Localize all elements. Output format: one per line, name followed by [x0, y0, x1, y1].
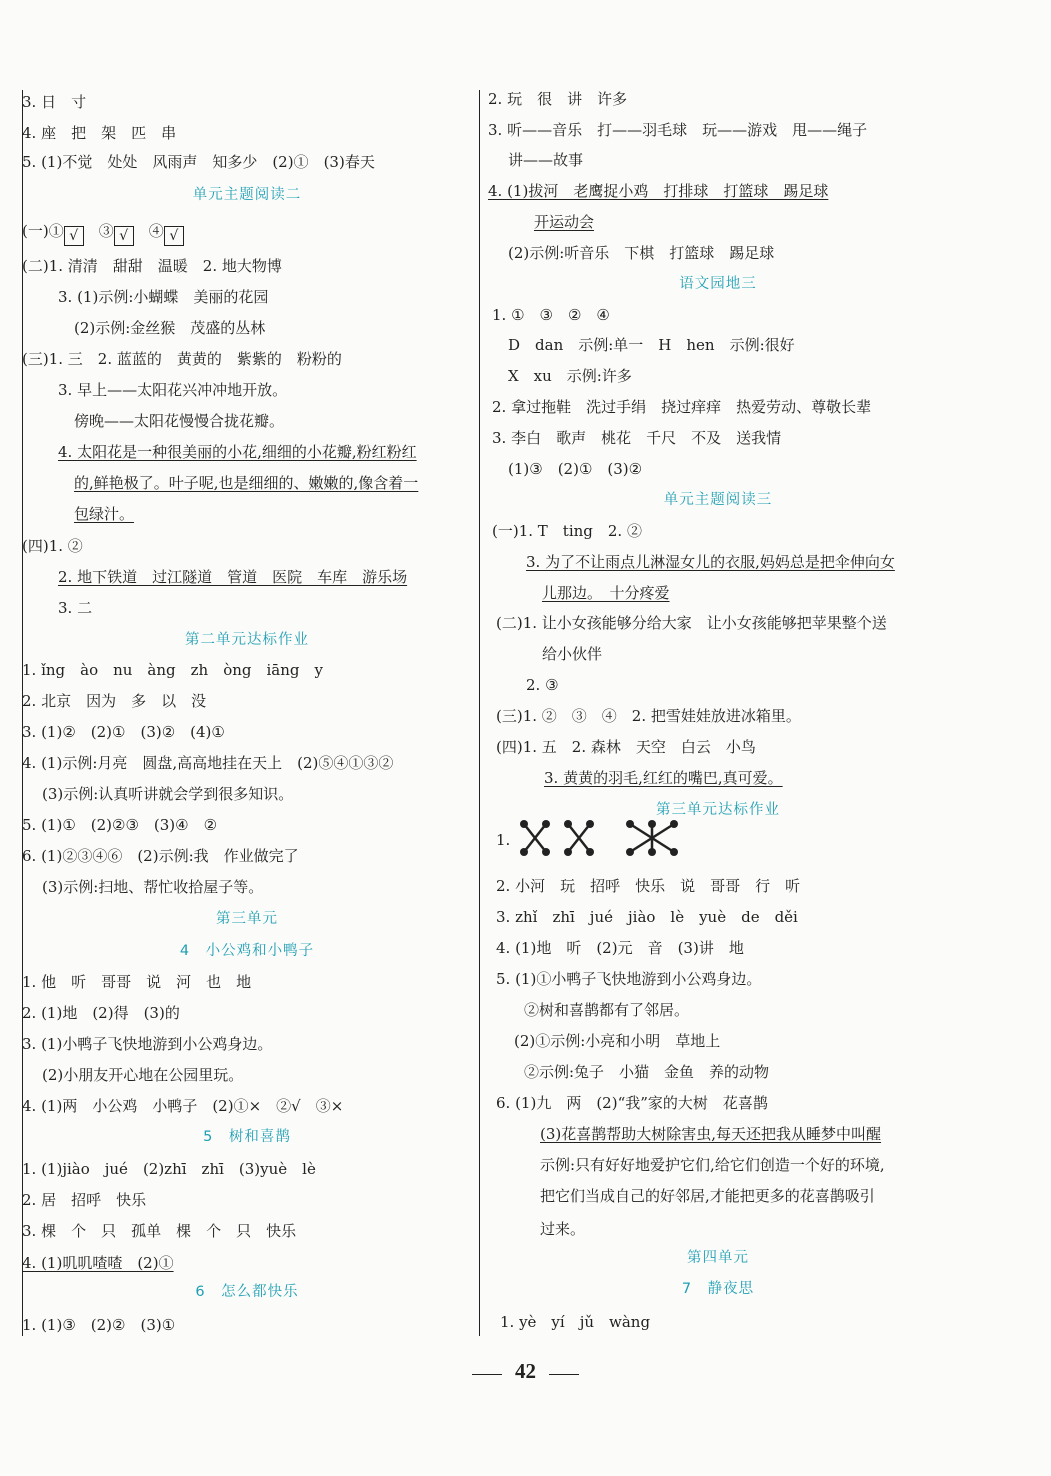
answer-line: 3. 为了不让雨点儿淋湿女儿的衣服,妈妈总是把伞伸向女: [526, 553, 895, 571]
answer-line: 3. 早上——太阳花兴冲冲地开放。: [58, 381, 288, 399]
answer-line: 儿那边。 十分疼爱: [542, 584, 670, 602]
answer-line: 3. 日 寸: [22, 93, 87, 111]
page-number: 42: [515, 1359, 536, 1383]
answer-line: (2)示例:金丝猴 茂盛的丛林: [74, 319, 266, 337]
answer-line: 5. (1)① (2)②③ (3)④ ②: [22, 816, 218, 834]
answer-line: 给小伙伴: [542, 645, 603, 663]
answer-line: 3. (1)示例:小蝴蝶 美丽的花园: [58, 288, 269, 306]
answer-line: 2. 玩 很 讲 许多: [488, 90, 628, 108]
answer-line: 傍晚——太阳花慢慢合拢花瓣。: [74, 412, 285, 430]
answer-line: 2. 小河 玩 招呼 快乐 说 哥哥 行 听: [496, 877, 801, 895]
checkbox-checked: √: [114, 226, 134, 246]
answer-line: (三)1. 三 2. 蓝蓝的 黄黄的 紫紫的 粉粉的: [22, 350, 342, 368]
answer-line: 4. 太阳花是一种很美丽的小花,细细的小花瓣,粉红粉红: [58, 443, 417, 461]
section-heading: 第三单元达标作业: [656, 802, 780, 818]
answer-line: 3. 李白 歌声 桃花 千尺 不及 送我情: [492, 429, 782, 447]
answer-line: 1. ① ③ ② ④: [492, 306, 610, 324]
answer-line: 示例:只有好好地爱护它们,给它们创造一个好的环境,: [540, 1156, 885, 1174]
checkbox-checked: √: [164, 226, 184, 246]
answer-line: 2. 拿过拖鞋 洗过手绢 挠过痒痒 热爱劳动、尊敬长辈: [492, 398, 872, 416]
answer-line: 1. ǐng ào nu àng zh òng iāng y: [22, 661, 323, 679]
matching-lines-drawing: [518, 818, 688, 858]
section-heading: 语文园地三: [679, 276, 757, 292]
answer-line: 4. (1)地 听 (2)元 音 (3)讲 地: [496, 939, 744, 957]
answer-line: ②示例:兔子 小猫 金鱼 养的动物: [524, 1063, 770, 1081]
option-label: ④: [148, 222, 164, 240]
answer-line: X xu 示例:许多: [508, 367, 632, 385]
section-heading: 6 怎么都快乐: [195, 1284, 299, 1300]
answer-line: 讲——故事: [508, 151, 584, 169]
answer-line: 包绿汁。: [74, 505, 135, 523]
answer-line: 开运动会: [534, 213, 595, 231]
answer-line: 1. (1)jiào jué (2)zhī zhī (3)yuè lè: [22, 1160, 316, 1178]
answer-line: 过来。: [540, 1220, 586, 1238]
answer-line: 5. (1)①小鸭子飞快地游到小公鸡身边。: [496, 970, 762, 988]
answer-line: (三)1. ② ③ ④ 2. 把雪娃娃放进冰箱里。: [496, 707, 801, 725]
answer-line: 4. 座 把 架 匹 串: [22, 124, 177, 142]
answer-line: 3. zhǐ zhī jué jiào lè yuè de děi: [496, 908, 798, 926]
answer-line: (1)③ (2)① (3)②: [508, 460, 643, 478]
left-margin-line: [22, 90, 23, 1336]
answer-line: 2. 北京 因为 多 以 没: [22, 692, 207, 710]
answer-line: (2)小朋友开心地在公园里玩。: [42, 1066, 244, 1084]
answer-line: 2. 居 招呼 快乐: [22, 1191, 147, 1209]
answer-line: [22, 221, 184, 246]
answer-line: 1.: [496, 830, 510, 850]
answer-line: 4. (1)示例:月亮 圆盘,高高地挂在天上 (2)⑤④①③②: [22, 754, 394, 772]
option-label: ③: [98, 222, 114, 240]
answer-line: 3. (1)小鸭子飞快地游到小公鸡身边。: [22, 1035, 273, 1053]
section-heading: 第三单元: [216, 911, 278, 927]
section-heading: 单元主题阅读二: [192, 187, 302, 203]
page-footer: [0, 1359, 1051, 1384]
answer-line: 6. (1)九 两 (2)“我”家的大树 花喜鹊: [496, 1094, 768, 1112]
answer-line: 2. 地下铁道 过江隧道 管道 医院 车库 游乐场: [58, 568, 408, 586]
answer-line: 3. 棵 个 只 孤单 棵 个 只 快乐: [22, 1222, 297, 1240]
answer-line: (二)1. 清清 甜甜 温暖 2. 地大物博: [22, 257, 282, 275]
answer-line: (一)1. T ting 2. ②: [492, 522, 642, 540]
answer-line: 3. 二: [58, 599, 93, 617]
answer-line: 4. (1)叽叽喳喳 (2)①: [22, 1254, 174, 1272]
answer-line: 6. (1)②③④⑥ (2)示例:我 作业做完了: [22, 847, 299, 865]
answer-line: 1. 他 听 哥哥 说 河 也 地: [22, 973, 252, 991]
answer-line: ②树和喜鹊都有了邻居。: [524, 1001, 690, 1019]
answer-line: (2)①示例:小亮和小明 草地上: [514, 1032, 721, 1050]
answer-line: 的,鲜艳极了。叶子呢,也是细细的、嫩嫩的,像含着一: [74, 474, 419, 492]
answer-line: 4. (1)拔河 老鹰捉小鸡 打排球 打篮球 踢足球: [488, 182, 829, 200]
section-heading: 单元主题阅读三: [663, 492, 773, 508]
answer-line: 1. yè yí jǔ wàng: [500, 1313, 651, 1331]
answer-line: (3)示例:扫地、帮忙收拾屋子等。: [42, 878, 264, 896]
answer-line: 把它们当成自己的好邻居,才能把更多的花喜鹊吸引: [540, 1187, 875, 1205]
answer-line: 4. (1)两 小公鸡 小鸭子 (2)①× ②√ ③×: [22, 1097, 344, 1115]
answer-line: (3)花喜鹊帮助大树除害虫,每天还把我从睡梦中叫醒: [540, 1125, 882, 1143]
answer-line: D dan 示例:单一 H hen 示例:很好: [508, 336, 795, 354]
section-heading: 7 静夜思: [681, 1281, 755, 1297]
answer-line: 5. (1)不觉 处处 风雨声 知多少 (2)① (3)春天: [22, 153, 375, 171]
answer-line: (四)1. 五 2. 森林 天空 白云 小鸟: [496, 738, 756, 756]
option-label: (一)①: [22, 222, 64, 240]
checkbox-checked: √: [64, 226, 84, 246]
answer-line: 2. ③: [526, 676, 559, 694]
answer-line: (2)示例:听音乐 下棋 打篮球 踢足球: [508, 244, 775, 262]
section-heading: 第四单元: [687, 1250, 749, 1266]
answer-line: 3. 黄黄的羽毛,红红的嘴巴,真可爱。: [544, 769, 783, 787]
section-heading: 5 树和喜鹊: [203, 1129, 291, 1145]
answer-line: (四)1. ②: [22, 537, 83, 555]
answer-line: 2. (1)地 (2)得 (3)的: [22, 1004, 180, 1022]
answer-line: 1. (1)③ (2)② (3)①: [22, 1316, 176, 1334]
section-heading: 第二单元达标作业: [185, 632, 309, 648]
footer-dash-right: [549, 1374, 579, 1375]
footer-dash-left: [472, 1374, 502, 1375]
answer-line: (二)1. 让小女孩能够分给大家 让小女孩能够把苹果整个送: [496, 614, 887, 632]
answer-line: 3. (1)② (2)① (3)② (4)①: [22, 723, 225, 741]
answer-line: (3)示例:认真听讲就会学到很多知识。: [42, 785, 294, 803]
answer-line: 3. 听——音乐 打——羽毛球 玩——游戏 甩——绳子: [488, 121, 868, 139]
column-divider: [479, 90, 480, 1336]
section-heading: 4 小公鸡和小鸭子: [179, 943, 315, 959]
